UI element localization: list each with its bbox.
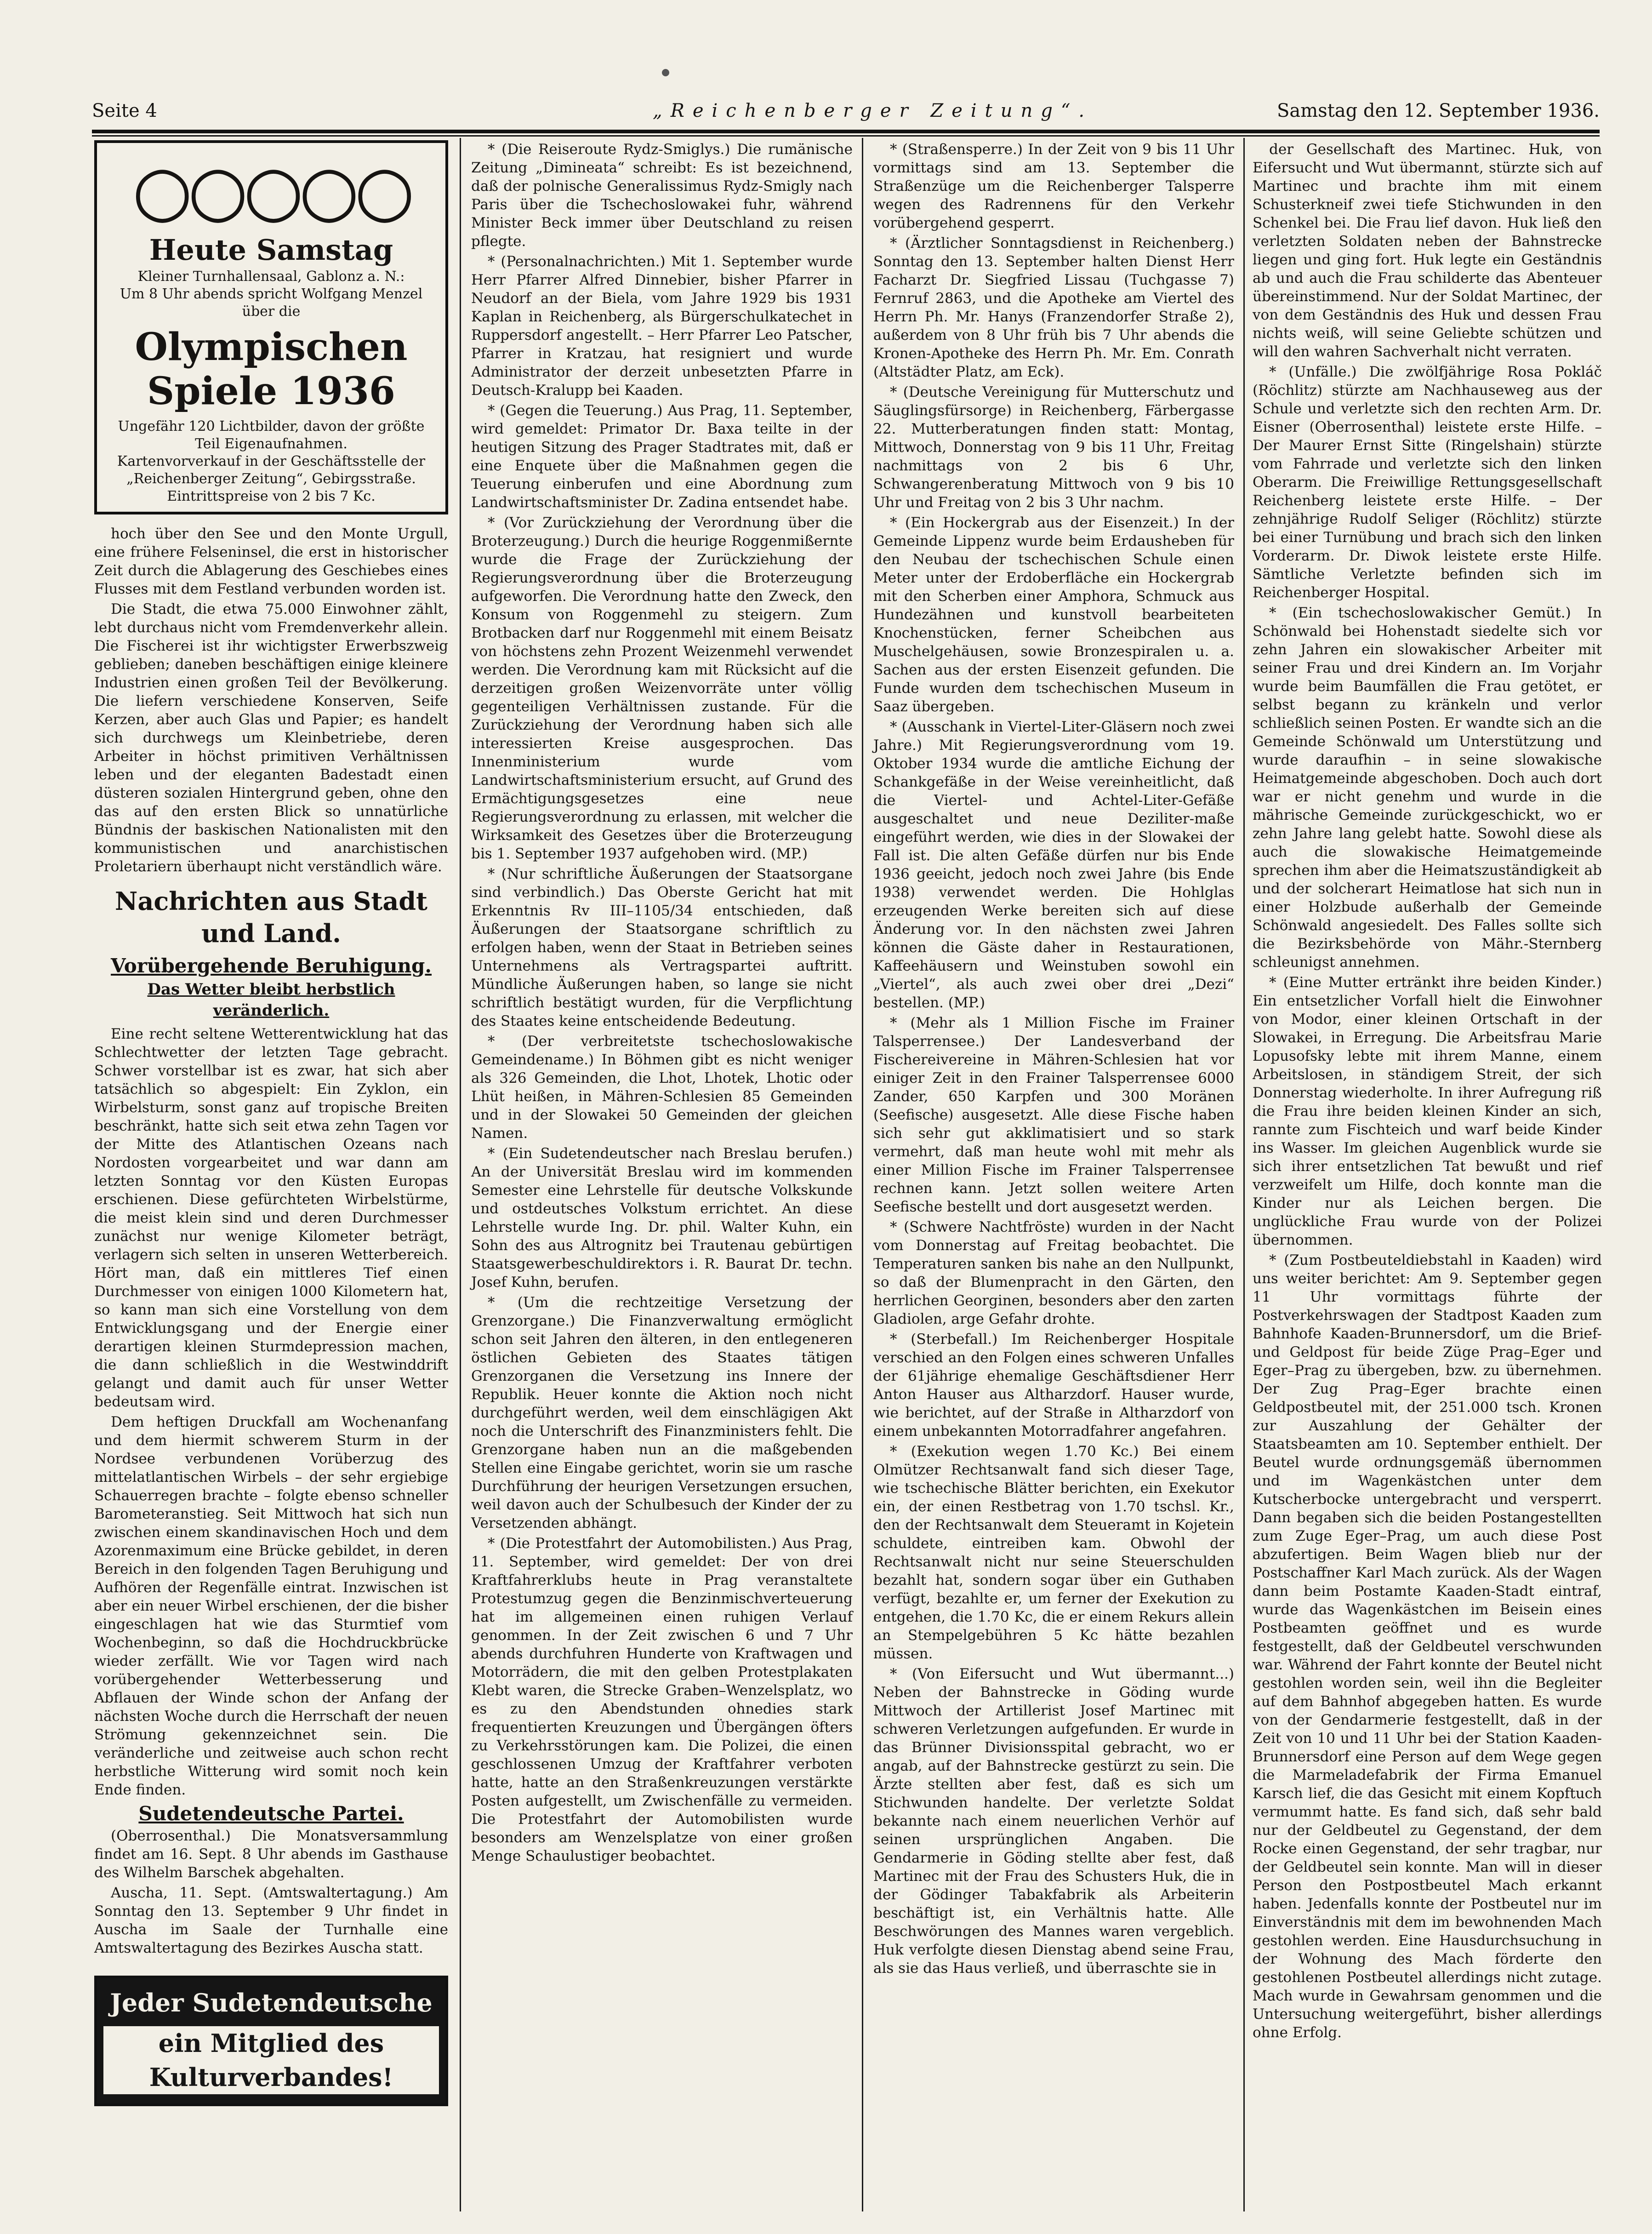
article-text: Die Stadt, die etwa 75.000 Einwohner zählt, lebt durchaus nicht vom Fremdenverkehr allein. Die Fischerei ist ihr wichtigster Erwerbszweig geblieben; daneben beschäftigen einige kleinere Industrien einen großen Teil der Bevölkerung. Die liefern verschiedene Konserven, Seife Kerzen, aber auch Glas und Papier; es handelt sich durchwegs um Kleinbetriebe, deren Arbeiter in höchst primitiven Verhältnissen leben und der eleganten Badestadt einen düsteren sozialen Hintergrund geben, ohne den das auf den ersten Blick so unnatürliche Bündnis der baskischen Nationalisten mit den kommunistischen und anarchistischen Proletariern überhaupt nicht verständlich wäre. <box>94 601 448 875</box>
olympic-rings-icon: ○○○○○ <box>132 151 410 231</box>
article-text: (Oberrosenthal.) Die Monatsversammlung findet am 16. Sept. 8 Uhr abends im Gasthause des Wilhelm Barschek abgehalten. <box>94 1828 448 1881</box>
news-item: * (Ausschank in Viertel-Liter-Gläsern noch zwei Jahre.) Mit Regierungsverordnung vom 19. Oktober 1934 wurde die amtliche Eichung der Schankgefäße in der Weise vereinheitlicht, daß die Viertel- und Achtel-Liter-Gefäße ausgeschaltet und neue Deziliter-maße eingeführt werden, wie dies in der Slowakei der Fall ist. Die alten Gefäße dürfen nur bis Ende 1936 geeicht, jedoch noch zwei Jahre (bis Ende 1938) verwendet werden. Die Hohlglas erzeugenden Werke bereiten sich auf diese Änderung vor. In den nächsten zwei Jahren können die Gäste daher in Restaurationen, Kaffeehäusern und Weinstuben sowohl ein „Viertel“, als auch zwei ober drei „Dezi“ bestellen. (MP.) <box>873 719 1234 1011</box>
news-item: * (Die Reiseroute Rydz-Smiglys.) Die rumänische Zeitung „Dimineata“ schreibt: Es ist bezeichnend, daß der polnische Generalissimus Rydz-Smigly nach Paris über die Tschechoslowakei fuhr, während Minister Beck immer über Deutschland zu reisen pflegte. <box>471 141 853 250</box>
ad-line: Um 8 Uhr abends spricht Wolfgang Menzel über die <box>120 286 423 320</box>
news-item: * (Um die rechtzeitige Versetzung der Grenzorgane.) Die Finanzverwaltung ermöglicht schon seit Jahren den älteren, in den entlegeneren östlichen Gebieten des Staates tätigen Grenzorganen die Versetzung ins Innere der Republik. Heuer konnte die Aktion noch nicht durchgeführt werden, weil dem einschlägigen Akt noch die Unterschrift des Finanzministers fehlt. Die Grenzorgane haben nun an die maßgebenden Stellen eine Eingabe gerichtet, worin sie um rasche Durchführung der heurigen Versetzungen ersuchen, weil davon auch der Schulbesuch der Kinder der zu Versetzenden abhängt. <box>471 1294 853 1531</box>
column-2 <box>471 140 853 1867</box>
news-item: * (Zum Postbeuteldiebstahl in Kaaden) wird uns weiter berichtet: Am 9. September gegen 11 Uhr vormittags führte der Postverkehrswagen der Stadtpost Kaaden zum Bahnhofe Kaaden-Brunnersdorf, um die Brief- und Geldpost für beide Züge Prag–Eger und Eger–Prag zu übergeben, bzw. zu übernehmen. Der Zug Prag–Eger brachte einen Geldpostbeutel mit, der 251.000 tsch. Kronen zur Auszahlung der Gehälter der Staatsbeamten am 10. September enthielt. Der Beutel wurde ordnungsgemäß übernommen und im Wagenkästchen unter dem Kutscherbocke untergebracht und versperrt. Dann begaben sich die beiden Postangestellten zum Zuge Eger–Prag, um auch diese Post abzufertigen. Beim Wagen blieb nur der Postschaffner Karl Mach zurück. Als der Wagen dann beim Postamte Kaaden-Stadt eintraf, wurde das Wagenkästchen im Beisein eines Postbeamten geöffnet und es wurde festgestellt, daß der Geldbeutel verschwunden war. Während der Fahrt konnte der Beutel nicht gestohlen worden sein, weil ihn die Begleiter auf dem Bahnhof abgegeben hatten. Es wurde von der Gendarmerie festgestellt, daß in der Zeit von 10 und 11 Uhr bei der Station Kaaden-Brunnersdorf eine Person auf dem Wege gegen die Marmeladefabrik der Firma Emanuel Karsch lief, die das Gesicht mit einem Kopftuch vermummt hatte. Es fand sich, daß sehr bald nur der Geldbeutel zu Gegenstand, der dem Rocke einen Gegenstand, der sehr tragbar, nur der Geldbeutel sein konnte. Man will in dieser Person den Postpostbeutel Mach erkannt haben. Jedenfalls konnte der Postbeutel nur im Einverständnis mit dem im bewohnenden Mach gestohlen werden. Eine Hausdurchsuchung in der Wohnung des Mach förderte den gestohlenen Postbeutel allerdings nicht zutage. Mach wurde in Gewahrsam genommen und die Untersuchung weitergeführt, bisher allerdings ohne Erfolg. <box>1253 1252 1602 2041</box>
ad-heading: Heute Samstag <box>149 233 393 267</box>
newspaper-title: „Reichenberger Zeitung“. <box>653 100 1093 121</box>
column-3 <box>873 140 1234 1979</box>
page-number: Seite 4 <box>92 100 157 121</box>
news-item: * (Der verbreitetste tschechoslowakische Gemeindename.) In Böhmen gibt es nicht weniger als 326 Gemeinden, die Lhot, Lhotek, Lhotic oder Lhüt heißen, in Mähren-Schlesien 85 Gemeinden und in der Slowakei 50 Gemeinden der gleichen Namen. <box>471 1033 853 1142</box>
punch-hole <box>662 69 669 76</box>
news-item: * (Vor Zurückziehung der Verordnung über die Broterzeugung.) Durch die heurige Roggenmißernte wurde die Frage der Zurückziehung der Regierungsverordnung über die Broterzeugung aufgeworfen. Die Verordnung hatte den Zweck, den Konsum von Roggenmehl zu steigern. Zum Brotbacken darf nur Roggenmehl mit einem Beisatz von höchstens zehn Prozent Weizenmehl verwendet werden. Die Verordnung kam mit Rücksicht auf die derzeitigen großen Weizenvorräte unter völlig gegenteiligen Verhältnissen zustande. Für die Zurückziehung der Verordnung haben sich alle interessierten Kreise ausgesprochen. Das Innenministerium wurde vom Landwirtschaftsministerium ersucht, auf Grund des Ermächtigungsgesetzes eine neue Regierungsverordnung zu erlassen, mit welcher die Wirksamkeit des Gesetzes über die Broterzeugung bis 1. September 1937 aufgehoben wird. (MP.) <box>471 514 853 862</box>
news-item: der Gesellschaft des Martinec. Huk, von Eifersucht und Wut übermannt, stürzte sich auf Martinec und brachte ihm mit einem Schusterkneif zwei tiefe Stichwunden in den Schenkel bei. Die Frau lief davon. Huk ließ den verletzten Soldaten neben der Bahnstrecke liegen und ging fort. Huk legte ein Geständnis ab und auch die Frau schilderte das Abenteuer übereinstimmend. Nur der Soldat Martinec, der von dem Geständnis des Huk und dessen Frau nichts weiß, will seine Geliebte schützen und will den wahren Sachverhalt nicht verraten. <box>1253 141 1602 360</box>
news-item: * (Die Protestfahrt der Automobilisten.) Aus Prag, 11. September, wird gemeldet: Der von drei Kraftfahrerklubs heute in Prag veranstaltete Protestumzug gegen die Benzinmischverteuerung hat im allgemeinen einen ruhigen Verlauf genommen. In der Zeit zwischen 6 und 7 Uhr abends durchfuhren Hunderte von Kraftwagen und Motorrädern, die mit den gelben Protestplakaten Klebt waren, die Strecke Graben–Wenzelsplatz, wo es zu den Abendstunden ohnedies stark frequentierten Kreuzungen und Übergängen öfters zu Verkehrsstörungen kam. Die Polizei, die einen geschlossenen Umzug der Kraftfahrer verboten hatte, hatte an den Straßenkreuzungen verstärkte Posten aufgestellt, um Zwischenfälle zu vermeiden. Die Protestfahrt der Automobilisten wurde besonders am Wenzelsplatze von einer großen Menge Schaulustiger beobachtet. <box>471 1535 853 1864</box>
column-divider-1 <box>460 138 461 2211</box>
article-headline: Vorübergehende Beruhigung. <box>110 954 432 977</box>
column-divider-2 <box>862 138 863 2211</box>
article-subheadline: Das Wetter bleibt herbstlich veränderlich. <box>147 980 395 1020</box>
column-1 <box>94 140 448 2106</box>
masthead-rule <box>92 130 1600 133</box>
news-item: * (Deutsche Vereinigung für Mutterschutz und Säuglingsfürsorge) in Reichenberg, Färbergasse 22. Mutterberatungen finden statt: Montag, Mittwoch, Donnerstag von 9 bis 11 Uhr, Freitag nachmittags von 2 bis 6 Uhr, Schwangerenberatung Mittwoch von 9 bis 10 Uhr und Freitag von 2 bis 3 Uhr nachm. <box>873 384 1234 511</box>
news-item: * (Straßensperre.) In der Zeit von 9 bis 11 Uhr vormittags sind am 13. September die Straßenzüge um die Reichenberger Talsperre wegen des Radrennens für den Verkehr vorübergehend gesperrt. <box>873 141 1234 231</box>
news-item: * (Exekution wegen 1.70 Kc.) Bei einem Olmützer Rechtsanwalt fand sich dieser Tage, wie tschechische Blätter berichten, ein Exekutor ein, der einen Restbetrag von 1.70 tschsl. Kr., den der Rechtsanwalt dem Steueramt in Kojetein schuldete, eintreiben kam. Obwohl der Rechtsanwalt nicht nur seine Steuerschulden bezahlt hat, sondern sogar über ein Guthaben verfügt, bezahlte er, um ferner der Exekution zu entgehen, die 1.70 Kc, die er einem Rekurs allein an Stempelgebühren 5 Kc hätte bezahlen müssen. <box>873 1443 1234 1662</box>
ad-title: Olympischen Spiele 1936 <box>135 325 408 413</box>
ad-venue: Kleiner Turnhallensaal, Gablonz a. N.: <box>137 269 405 285</box>
kulturverband-banner <box>94 1976 448 2106</box>
news-item: * (Ärztlicher Sonntagsdienst in Reichenberg.) Sonntag den 13. September halten Dienst Herr Facharzt Dr. Siegfried Lissau (Tuchgasse 7) Fernruf 2863, und die Apotheke am Viertel des Herrn Ph. Mr. Hanys (Franzendorfer Straße 2), außerdem von 8 Uhr früh bis 7 Uhr abends die Kronen-Apotheke des Herrn Ph. Mr. Em. Conrath (Altstädter Platz, am Eck). <box>873 235 1234 380</box>
party-heading: Sudetendeutsche Partei. <box>138 1802 404 1825</box>
news-item: * (Ein Hockergrab aus der Eisenzeit.) In der Gemeinde Lippenz wurde beim Erdausheben für den Neubau der tschechischen Schule einen Meter unter der Erdoberfläche ein Hockergrab mit den Scherben einer Amphora, Schmuck aus Hundezähnen und kunstvoll bearbeiteten Knochenstücken, ferner Scheibchen aus Muschelgehäusen, sowie Bronzespiralen u. a. Sachen aus der ersten Eisenzeit gefunden. Die Funde wurden dem tschechischen Museum in Saaz übergeben. <box>873 514 1234 715</box>
news-item: * (Ein tschechoslowakischer Gemüt.) In Schönwald bei Hohenstadt siedelte sich vor zehn Jahren ein slowakischer Arbeiter mit seiner Frau und drei Kindern an. Im Vorjahr wurde beim Baumfällen die Frau getötet, er selbst begann zu kränkeln und verlor schließlich seinen Posten. Er wandte sich an die Gemeinde Schönwald um Unterstützung und wurde daraufhin – in seine slowakische Heimatgemeinde abgeschoben. Doch auch dort war er nicht genehm und wurde in die mährische Gemeinde zurückgeschickt, wo er zehn Jahre lang gelebt hatte. Sowohl diese als auch die slowakische Heimatgemeinde sprechen ihm aber die Heimatszuständigkeit ab und der solcherart Heimatlose hat sich nun in einer Holzbude außerhalb der Gemeinde Schönwald angesiedelt. Des Falles sollte sich die Bezirksbehörde von Mähr.-Sternberg schleunigst annehmen. <box>1253 605 1602 971</box>
ad-details: Ungefähr 120 Lichtbilder, davon der größte Teil Eigenaufnahmen. <box>118 418 425 452</box>
news-item: * (Eine Mutter ertränkt ihre beiden Kinder.) Ein entsetzlicher Vorfall hielt die Einwohner von Modor, einer kleinen Ortschaft in der Slowakei, in Erregung. Die Arbeitsfrau Marie Lopusofsky lebte mit ihrem Manne, einem Arbeitslosen, in ständigem Streit, der sich Donnerstag wiederholte. In ihrer Aufregung riß die Frau ihre beiden kleinen Kinder an sich, rannte zum Fischteich und warf beide Kinder ins Wasser. Im gleichen Augenblick wurde sie sich ihrer entsetzlichen Tat bewußt und rief verzweifelt um Hilfe, doch konnte man die Kinder nur als Leichen bergen. Die unglückliche Frau wurde von der Polizei übernommen. <box>1253 974 1602 1248</box>
news-item: * (Von Eifersucht und Wut übermannt...) Neben der Bahnstrecke in Göding wurde Mittwoch der Artillerist Josef Martinec mit schweren Verletzungen aufgefunden. Er wurde in das Brünner Divisionsspital gebracht, wo er angab, auf der Bahnstrecke gestürzt zu sein. Die Ärzte stellten aber fest, daß es sich um Stichwunden handelte. Der verletzte Soldat bekannte nach einem neuerlichen Verhör auf seinen ursprünglichen Angaben. Die Gendarmerie in Göding stellte aber fest, daß Martinec mit der Frau des Schusters Huk, die in der Gödinger Tabakfabrik als Arbeiterin beschäftigt ist, ein Verhältnis hatte. Alle Beschwörungen des Mannes waren vergeblich. Huk verfolgte diesen Dienstag abend seine Frau, als sie das Haus verließ, und überraschte sie in <box>873 1666 1234 1977</box>
article-text: Eine recht seltene Wetterentwicklung hat das Schlechtwetter der letzten Tage gebracht. Schwer vorstellbar ist es zwar, hat sich aber tatsächlich so abgespielt: Ein Zyklon, ein Wirbelsturm, sonst ganz auf tropische Breiten beschränkt, hatte sich seit etwa zehn Tagen vor der Mitte des Atlantischen Ozeans nach Nordosten vorgearbeitet und war dann am letzten Sonntag vor den Küsten Europas erschienen. Diese gefürchteten Wirbelstürme, die meist klein sind und deren Durchmesser zunächst nur wenige Kilometer beträgt, verlagern sich selten in unseren Wetterbereich. Hört man, daß ein mittleres Tief einen Durchmesser von einigen 1000 Kilometern hat, so kann man sich eine Vorstellung von dem Entwicklungsgang und der Energie einer derartigen kleinen Sturmdepression machen, die dann schließlich in die Westwinddrift gelangt und damit auch für unser Wetter bedeutsam wird. <box>94 1026 448 1410</box>
masthead-rule-thin <box>92 135 1600 137</box>
news-item: * (Sterbefall.) Im Reichenberger Hospitale verschied an den Folgen eines schweren Unfalles der 61jährige ehemalige Geschäftsdiener Herr Anton Hauser aus Altharzdorf. Hauser wurde, wie berichtet, auf der Straße in Altharzdorf von einem unbekannten Motorradfahrer angefahren. <box>873 1331 1234 1440</box>
section-heading: Nachrichten aus Stadt und Land. <box>114 886 428 948</box>
column-4 <box>1253 140 1602 2044</box>
news-item: * (Unfälle.) Die zwölfjährige Rosa Pokláč (Röchlitz) stürzte am Nachhauseweg aus der Schule und verletzte sich den rechten Arm. Dr. Eisner (Oberrosenthal) leistete erste Hilfe. – Der Maurer Ernst Sitte (Ringelshain) stürzte vom Fahrrade und verletzte sich den linken Oberarm. Die Freiwillige Rettungsgesellschaft Reichenberg leistete erste Hilfe. – Der zehnjährige Rudolf Seliger (Röchlitz) stürzte bei einer Turnübung und brach sich den linken Vorderarm. Dr. Diwok leistete erste Hilfe. Sämtliche Verletzte befinden sich im Reichenberger Hospital. <box>1253 364 1602 601</box>
column-divider-3 <box>1243 138 1245 2211</box>
news-item: * (Schwere Nachtfröste) wurden in der Nacht vom Donnerstag auf Freitag beobachtet. Die Temperaturen sanken bis nahe an den Nullpunkt, so daß der Blumenpracht in den Gärten, den herrlichen Georginen, besonders aber den zarten Gladiolen, arge Gefahr drohte. <box>873 1219 1234 1327</box>
masthead <box>92 96 1600 128</box>
news-item: * (Personalnachrichten.) Mit 1. September wurde Herr Pfarrer Alfred Dinnebier, bisher Pfarrer in Neudorf an der Biela, vom Jahre 1929 bis 1931 Kaplan in Reichenberg, als Bürgerschulkatechet in Ruppersdorf angestellt. – Herr Pfarrer Leo Patscher, Pfarrer in Kratzau, hat resigniert und wurde Administrator der derzeit unbesetzten Pfarre in Deutsch-Kralupp bei Kaaden. <box>471 253 853 399</box>
news-item: * (Mehr als 1 Million Fische im Frainer Talsperrensee.) Der Landesverband der Fischereivereine in Mähren-Schlesien hat vor einiger Zeit in den Frainer Talsperrensee 6000 Zander, 650 Karpfen und 300 Moränen (Seefische) ausgesetzt. Alle diese Fische haben sich sehr gut akklimatisiert und so stark vermehrt, daß man heute wohl mit mehr als einer Million Fische im Frainer Talsperrensee rechnen kann. Jetzt sollen weitere Arten Seefische bestellt und dort ausgesetzt werden. <box>873 1015 1234 1215</box>
olympics-lecture-ad <box>94 140 448 514</box>
banner-line-2: ein Mitglied des Kulturverbandes! <box>102 2024 441 2096</box>
ad-tickets: Kartenvorverkauf in der Geschäftsstelle der „Reichenberger Zeitung“, Gebirgsstraße. Eintrittspreise von 2 bis 7 Kc. <box>117 453 426 504</box>
news-item: * (Ein Sudetendeutscher nach Breslau berufen.) An der Universität Breslau wird im kommenden Semester eine Lehrstelle für deutsche Volkskunde und ostdeutsches Volkstum errichtet. An diese Lehrstelle wurde Ing. Dr. phil. Walter Kuhn, ein Sohn des aus Altrognitz bei Trautenau gebürtigen Staatsgewerbeschuldirektors i. R. Baurat Dr. techn. Josef Kuhn, berufen. <box>471 1145 853 1291</box>
article-text: Dem heftigen Druckfall am Wochenanfang und dem hiermit schwerem Sturm in der Nordsee verbundenen Vorüberzug des mittelatlantischen Wirbels – der sehr ergiebige Schauerregen brachte – folgte ebenso schneller Barometeranstieg. Seit Mittwoch hat sich nun zwischen einem skandinavischen Hoch und dem Azorenmaximum eine Brücke gebildet, in deren Bereich in den folgenden Tagen Beruhigung und Aufhören der Regenfälle eintrat. Inzwischen ist aber ein neuer Wirbel erschienen, der die bisher eingeschlagen hat wie das Sturmtief vom Wochenbeginn, so daß die Hochdruckbrücke wieder zerfällt. Wie vor Tagen wird nach vorübergehender Wetterbesserung und Abflauen der Winde schon der Anfang der nächsten Woche durch die Herrschaft der neuen Strömung gekennzeichnet sein. Die veränderliche und zeitweise auch schon recht herbstliche Witterung wird somit noch kein Ende finden. <box>94 1414 448 1798</box>
issue-date: Samstag den 12. September 1936. <box>1276 100 1600 121</box>
banner-line-1: Jeder Sudetendeutsche <box>110 1988 433 2017</box>
article-text: hoch über den See und den Monte Urgull, eine frühere Felseninsel, die erst in historischer Zeit durch die Ablagerung des Geschiebes eines Flusses mit dem Festland verbunden worden ist. <box>94 526 448 597</box>
news-item: * (Gegen die Teuerung.) Aus Prag, 11. September, wird gemeldet: Primator Dr. Baxa teilte in der heutigen Sitzung des Prager Stadtrates mit, daß er eine Enquete über die Maßnahmen gegen die Teuerung einberufen und eine Abordnung zum Landwirtschaftsminister Dr. Zadina entsendet habe. <box>471 402 853 511</box>
news-item: * (Nur schriftliche Äußerungen der Staatsorgane sind verbindlich.) Das Oberste Gericht hat mit Erkenntnis Rv III–1105/34 entschieden, daß Äußerungen der Staatsorgane schriftlich zu erfolgen haben, wenn der Staat in Betrieben seines Unternehmens als Vertragspartei auftritt. Mündliche Äußerungen haben, so lange sie nicht schriftlich bestätigt wurden, für die Verpflichtung des Staates keine entscheidende Bedeutung. <box>471 866 853 1029</box>
article-text: Auscha, 11. Sept. (Amtswaltertagung.) Am Sonntag den 13. September 9 Uhr findet in Auscha im Saale der Turnhalle eine Amtswaltertagung des Bezirkes Auscha statt. <box>94 1885 448 1956</box>
